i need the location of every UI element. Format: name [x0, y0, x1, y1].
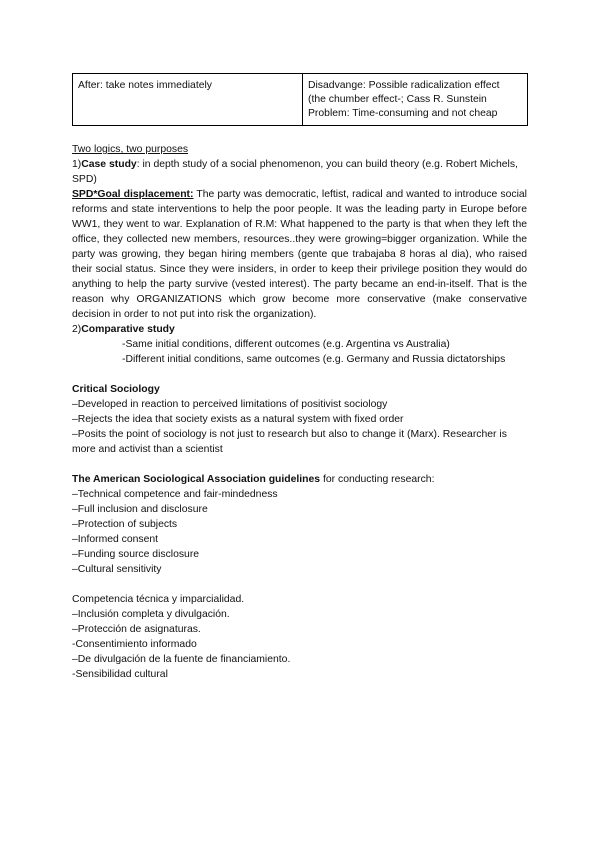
section-heading-logics: Two logics, two purposes [72, 144, 189, 155]
case-study-title: Case study [81, 159, 137, 170]
list-item: –Developed in reaction to perceived limitations of positivist sociology [72, 399, 388, 410]
list-item: –Protection of subjects [72, 519, 178, 530]
spd-paragraph [72, 187, 527, 322]
list-item: –Funding source disclosure [72, 549, 200, 560]
table-row [73, 74, 528, 126]
case-study-text: : in depth study of a social phenomenon, you can build theory (e.g. Robert Michels, SPD) [72, 159, 518, 185]
notes-table [72, 73, 528, 126]
list-item: –Cultural sensitivity [72, 564, 162, 575]
list-item: –De divulgación de la fuente de financiamiento. [72, 654, 291, 665]
list-item: Competencia técnica y imparcialidad. [72, 594, 245, 605]
comparative-study-heading [72, 322, 527, 337]
document-body [72, 142, 527, 682]
list-item: –Informed consent [72, 534, 159, 545]
critical-sociology-title: Critical Sociology [72, 384, 160, 395]
table-cell-right [303, 74, 528, 126]
list-item: -Sensibilidad cultural [72, 669, 168, 680]
spd-text: The party was democratic, leftist, radical and wanted to introduce social reforms and state interventions to help the poor people. It was the leading party in Europe before WW1, they went to war. Explanation of R.M: What happened to the party is that when they left the office, they collected new members, resources..they were growing=bigger organization. While the party was growing, they began hiring members (gente que trabajaba 8 horas al dia), who raised their social status. Since they were insiders, in order to keep their privilege position they would do anything to help the party survive (vested interest). The party became an end-in-itself. That is the reason why ORGANIZATIONS which grow become more conservative (make conservative decision in order to not put into risk the organization). [72, 189, 527, 320]
table-cell-line: (the chumber effect-; Cass R. Sunstein [308, 94, 487, 105]
asa-rest: for conducting research: [320, 474, 435, 485]
comparative-prefix: 2) [72, 324, 82, 335]
table-cell-left: After: take notes immediately [73, 74, 303, 126]
asa-heading [72, 472, 527, 487]
comparative-title: Comparative study [81, 324, 175, 335]
list-item: -Same initial conditions, different outcomes (e.g. Argentina vs Australia) [122, 339, 450, 350]
list-item: –Full inclusion and disclosure [72, 504, 208, 515]
table-cell-line: Problem: Time-consuming and not cheap [308, 108, 498, 119]
asa-title: The American Sociological Association guidelines [72, 474, 321, 485]
table-cell-line: Disadvange: Possible radicalization effect [308, 80, 500, 91]
list-item: –Protección de asignaturas. [72, 624, 201, 635]
list-item: –Technical competence and fair-mindedness [72, 489, 278, 500]
list-item: -Different initial conditions, same outcomes (e.g. Germany and Russia dictatorships [122, 354, 506, 365]
list-item: -Consentimiento informado [72, 639, 197, 650]
list-item: –Posits the point of sociology is not just to research but also to change it (Marx). Researcher is more and activist than a scientist [72, 429, 507, 455]
case-study-paragraph [72, 157, 527, 187]
list-item: –Inclusión completa y divulgación. [72, 609, 230, 620]
list-item: –Rejects the idea that society exists as a natural system with fixed order [72, 414, 404, 425]
spd-title: SPD*Goal displacement: [72, 189, 194, 200]
case-study-prefix: 1) [72, 159, 82, 170]
